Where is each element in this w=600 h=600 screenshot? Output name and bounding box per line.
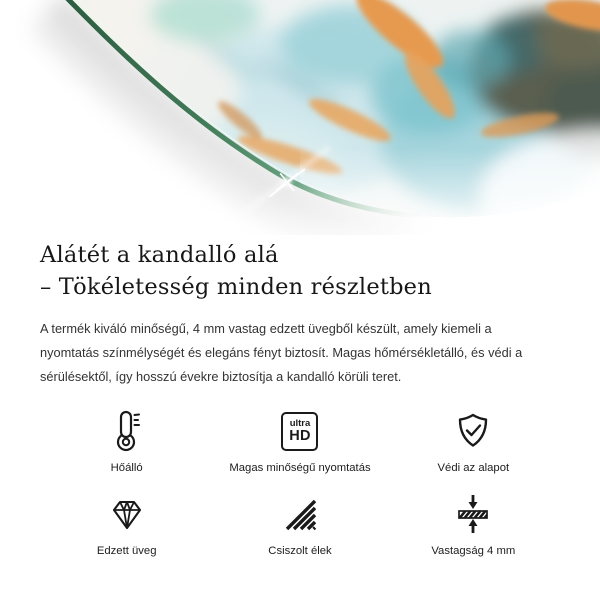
feature-label: Edzett üveg <box>96 545 157 557</box>
page-title-line1: Alátét a kandalló alá <box>40 242 279 268</box>
thermometer-icon <box>113 409 141 453</box>
feature-label: Vastagság 4 mm <box>431 545 516 557</box>
feature-heat-resistant <box>40 409 213 474</box>
product-image <box>0 0 600 235</box>
feature-tempered-glass <box>40 492 213 557</box>
feature-protects-base <box>387 409 560 474</box>
feature-label: Magas minőségű nyomtatás <box>229 462 371 474</box>
thickness-icon <box>453 492 493 536</box>
ultra-hd-icon <box>281 409 318 453</box>
feature-label: Védi az alapot <box>437 462 510 474</box>
feature-polished-edges <box>213 492 386 557</box>
page-title-line2: – Tökéletesség minden részletben <box>40 274 432 300</box>
product-info-section <box>0 239 600 557</box>
product-description: A termék kiváló minőségű, 4 mm vastag edzett üvegből készült, amely kiemeli a nyomtatás színmélységét és elegáns fényt biztosít. Magas hőmérsékletálló, és védi a sérülésektől, így hosszú évekre biztosítja a kandalló körüli teret. <box>40 321 523 384</box>
polished-edge-icon <box>280 492 320 536</box>
ultra-hd-icon-text-bottom: HD <box>289 428 311 444</box>
diamond-icon <box>105 492 149 536</box>
features-grid <box>40 409 560 557</box>
feature-thickness <box>387 492 560 557</box>
page-title <box>40 239 560 303</box>
feature-print-quality <box>213 409 386 474</box>
ultra-hd-icon-text-top: ultra <box>289 417 311 429</box>
feature-label: Hőálló <box>110 462 143 474</box>
glass-mat-artwork <box>0 0 600 235</box>
feature-label: Csiszolt élek <box>268 545 332 557</box>
shield-check-icon <box>453 409 493 453</box>
